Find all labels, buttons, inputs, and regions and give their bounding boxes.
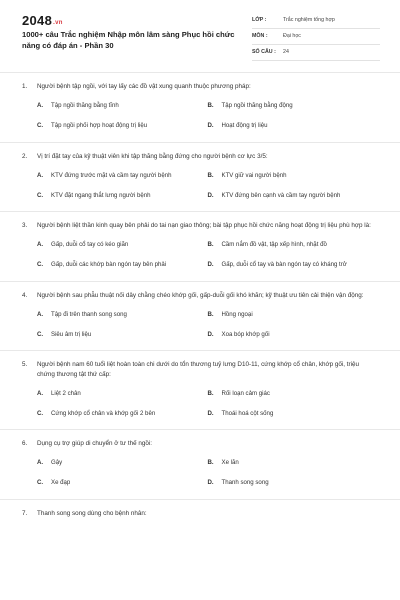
question-number: 3. bbox=[22, 222, 28, 229]
question-item bbox=[0, 351, 400, 430]
answer-option[interactable] bbox=[37, 235, 208, 255]
option-letter: B. bbox=[207, 241, 214, 248]
option-text: Xe đạp bbox=[51, 479, 71, 486]
option-letter: C. bbox=[37, 409, 44, 417]
question-text: Dụng cụ trợ giúp di chuyển ở tư thế ngồi: bbox=[37, 440, 153, 447]
meta-key: MÔN : bbox=[252, 33, 268, 39]
answer-option[interactable] bbox=[37, 453, 208, 473]
site-logo[interactable] bbox=[22, 13, 63, 28]
answer-option[interactable] bbox=[208, 235, 379, 255]
logo-brand: 2048 bbox=[22, 13, 53, 28]
answer-option[interactable] bbox=[37, 324, 208, 344]
meta-value: Trắc nghiệm tổng hợp bbox=[283, 17, 335, 23]
option-text: KTV đứng bên cạnh và cầm tay người bệnh bbox=[221, 191, 341, 199]
question-list bbox=[0, 73, 400, 524]
option-text: Thoái hoá cột sống bbox=[221, 409, 274, 417]
option-text: Gậy bbox=[51, 459, 63, 466]
question-number: 6. bbox=[22, 440, 28, 447]
meta-info bbox=[252, 13, 380, 61]
meta-row-count bbox=[252, 45, 380, 61]
answer-option[interactable] bbox=[208, 185, 379, 205]
answer-option[interactable] bbox=[37, 165, 208, 185]
option-letter: C. bbox=[37, 191, 44, 199]
option-letter: A. bbox=[37, 171, 44, 179]
option-text: Siêu âm trị liệu bbox=[51, 330, 92, 338]
option-letter: B. bbox=[207, 102, 214, 109]
answer-option[interactable] bbox=[37, 403, 208, 423]
option-text: Gấp, duỗi cổ tay và bàn ngón tay có kháng trở bbox=[221, 261, 347, 268]
option-letter: C. bbox=[37, 261, 44, 268]
question-item bbox=[0, 143, 400, 213]
option-letter: B. bbox=[207, 459, 214, 466]
option-letter: D. bbox=[207, 191, 214, 199]
option-text: Tập ngồi thăng bằng động bbox=[221, 102, 293, 109]
answer-option[interactable] bbox=[208, 165, 379, 185]
question-text: Người bệnh sau phẫu thuật nối dây chằng chéo khớp gối, gấp-duỗi gối khó khăn; kỹ thuật ưu tiên cải thiện vận động: bbox=[37, 291, 364, 299]
option-letter: D. bbox=[207, 409, 214, 417]
option-text: Xe lăn bbox=[221, 459, 239, 466]
question-number: 7. bbox=[22, 509, 28, 517]
answer-option[interactable] bbox=[208, 116, 379, 136]
option-text: Tập ngồi thăng bằng tĩnh bbox=[51, 102, 119, 109]
option-text: Rối loạn cảm giác bbox=[221, 389, 270, 397]
option-text: Liệt 2 chân bbox=[51, 389, 81, 397]
option-text: KTV giữ vai người bệnh bbox=[221, 171, 287, 179]
meta-value: 24 bbox=[283, 49, 289, 55]
option-text: Thanh song song bbox=[221, 479, 269, 486]
option-text: Cứng khớp cổ chân và khớp gối 2 bên bbox=[51, 409, 156, 417]
option-text: Gấp, duỗi cổ tay có kéo giãn bbox=[51, 241, 129, 248]
document-header bbox=[0, 0, 400, 68]
meta-key: SỐ CÂU : bbox=[252, 49, 276, 55]
answer-option[interactable] bbox=[37, 96, 208, 116]
option-letter: B. bbox=[207, 389, 214, 397]
answer-option[interactable] bbox=[208, 473, 379, 493]
option-letter: A. bbox=[37, 241, 44, 248]
meta-key: LỚP : bbox=[252, 17, 267, 23]
question-item bbox=[0, 430, 400, 500]
question-item bbox=[0, 73, 400, 143]
question-number: 4. bbox=[22, 291, 28, 299]
option-letter: C. bbox=[37, 330, 44, 338]
answer-option[interactable] bbox=[37, 383, 208, 403]
answer-option[interactable] bbox=[208, 324, 379, 344]
option-letter: B. bbox=[207, 171, 214, 179]
question-text: Người bệnh liệt thần kinh quay bên phải do tai nạn giao thông; bài tập phục hồi chức năng hoạt động trị liệu phù hợp là: bbox=[37, 222, 371, 229]
meta-row-subject bbox=[252, 29, 380, 45]
answer-option[interactable] bbox=[208, 453, 379, 473]
answer-option[interactable] bbox=[37, 116, 208, 136]
option-text: KTV đứng trước mặt và cầm tay người bệnh bbox=[51, 171, 172, 179]
option-letter: D. bbox=[207, 479, 214, 486]
option-text: Tập đi trên thanh song song bbox=[51, 310, 127, 318]
option-letter: C. bbox=[37, 479, 44, 486]
option-text: Hoạt động trị liệu bbox=[221, 122, 268, 129]
meta-row-class bbox=[252, 13, 380, 29]
option-text: Hồng ngoại bbox=[221, 310, 253, 318]
option-text: KTV đặt ngang thắt lưng người bệnh bbox=[51, 191, 151, 199]
answer-option[interactable] bbox=[208, 304, 379, 324]
answer-option[interactable] bbox=[208, 383, 379, 403]
logo-tld: .vn bbox=[53, 20, 63, 26]
answer-option[interactable] bbox=[37, 304, 208, 324]
answer-option[interactable] bbox=[37, 473, 208, 493]
option-letter: C. bbox=[37, 122, 44, 129]
question-item bbox=[0, 212, 400, 282]
option-letter: A. bbox=[37, 310, 44, 318]
option-letter: A. bbox=[37, 389, 44, 397]
option-text: Cầm nắm đồ vật, tập xếp hình, nhặt đồ bbox=[221, 241, 327, 248]
question-item bbox=[0, 500, 400, 525]
question-number: 2. bbox=[22, 152, 28, 160]
option-letter: D. bbox=[207, 261, 214, 268]
question-text: Người bệnh nam 60 tuổi liệt hoàn toàn chi dưới do tổn thương tuỷ lưng D10-11, cứng khớp cổ chân, khớp gối, triệu chứng thương tật thứ cấp: bbox=[37, 361, 360, 378]
page-title: 1000+ câu Trắc nghiệm Nhập môn lâm sàng Phục hồi chức năng có đáp án - Phần 30 bbox=[22, 30, 235, 50]
question-number: 1. bbox=[22, 83, 28, 90]
option-letter: D. bbox=[207, 330, 214, 338]
option-text: Gấp, duỗi các khớp bàn ngón tay bên phải bbox=[51, 261, 167, 268]
question-item bbox=[0, 282, 400, 352]
answer-option[interactable] bbox=[37, 185, 208, 205]
meta-value: Đại học bbox=[283, 33, 301, 39]
answer-option[interactable] bbox=[37, 255, 208, 275]
option-letter: D. bbox=[207, 122, 214, 129]
option-text: Tập ngồi phối hợp hoạt động trị liệu bbox=[51, 122, 148, 129]
option-letter: B. bbox=[207, 310, 214, 318]
option-letter: A. bbox=[37, 102, 44, 109]
question-text: Thanh song song dùng cho bệnh nhân: bbox=[37, 509, 147, 517]
answer-option[interactable] bbox=[208, 96, 379, 116]
question-text: Người bệnh tập ngồi, với tay lấy các đồ vật xung quanh thuộc phương pháp: bbox=[37, 83, 251, 90]
option-letter: A. bbox=[37, 459, 44, 466]
question-text: Vị trí đặt tay của kỹ thuật viên khi tập thăng bằng đứng cho người bệnh cơ lực 3/5: bbox=[37, 152, 268, 160]
answer-option[interactable] bbox=[208, 255, 379, 275]
option-text: Xoa bóp khớp gối bbox=[221, 330, 270, 338]
answer-option[interactable] bbox=[208, 403, 379, 423]
question-number: 5. bbox=[22, 361, 28, 368]
